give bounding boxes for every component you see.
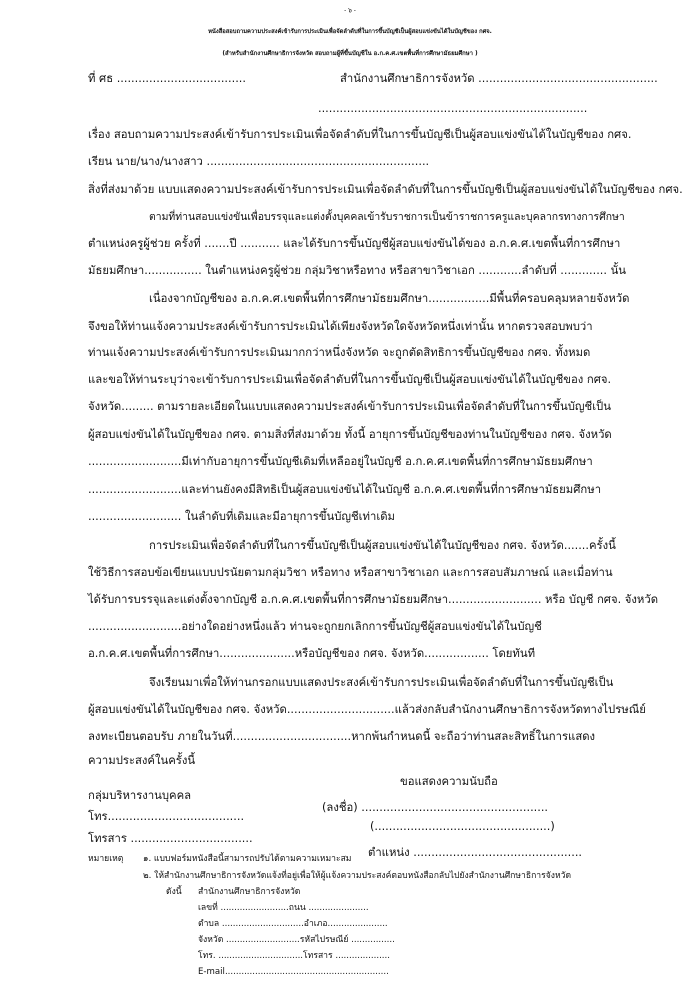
salutation-line: เรียน นาย/นาง/นางสาว ..............................................................: [88, 155, 430, 168]
address-label: ดังนี้: [166, 887, 182, 897]
paragraph-line: ตามที่ท่านสอบแข่งขันเพื่อบรรจุและแต่งตั้งบุคคลเข้ารับราชการเป็นข้าราชการครูและบุคลากรทางการศึกษา: [149, 211, 625, 223]
office-address: สำนักงานศึกษาธิการจังหวัด ..................................................: [340, 72, 658, 85]
closing-regards: ขอแสดงความนับถือ: [400, 775, 498, 788]
paragraph-line: การประเมินเพื่อจัดลำดับที่ในการขึ้นบัญชีเป็นผู้สอบแข่งขันได้ในบัญชีของ กศจ. จังหวัด.......ครั้งนี้: [149, 539, 616, 552]
signer-name: (.................................................): [370, 820, 555, 833]
reference-number: ที่ ศธ ....................................: [88, 72, 246, 85]
paragraph-line: ..........................อย่างใดอย่างหนึ่งแล้ว ท่านจะถูกยกเลิกการขึ้นบัญชีผู้สอบแข่งขันได้ในบัญชี: [88, 620, 542, 633]
enclosure-line: สิ่งที่ส่งมาด้วย แบบแสดงความประสงค์เข้ารับการประเมินเพื่อจัดลำดับที่ในการขึ้นบัญชีเป็นผู้สอบแข่งขันได้ในบัญชีของ กศจ.: [88, 183, 683, 196]
note-1: ๑. แบบฟอร์มหนังสือนี้สามารถปรับได้ตามความเหมาะสม: [143, 854, 352, 864]
paragraph-line: ใช้วิธีการสอบข้อเขียนแบบปรนัยตามกลุ่มวิชา หรือทาง หรือสาขาวิชาเอก และการสอบสัมภาษณ์ และเมื่อท่าน: [88, 566, 613, 579]
paragraph-line: .......................... ในลำดับที่เดิมและมีอายุการขึ้นบัญชีเท่าเดิม: [88, 510, 395, 523]
department-fax: โทรสาร ..................................: [88, 832, 253, 845]
return-address-number: เลขที่ .........................ถนน ......................: [198, 903, 369, 913]
paragraph-line: ความประสงค์ในครั้งนี้: [88, 754, 196, 767]
paragraph-line: อ.ก.ค.ศ.เขตพื้นที่การศึกษา.....................หรือบัญชีของ กศจ. จังหวัด.................. โดยทันที: [88, 647, 536, 660]
notes-label: หมายเหตุ: [88, 854, 124, 864]
paragraph-line: ผู้สอบแข่งขันได้ในบัญชีของ กศจ. จังหวัด..............................แล้วส่งกลับสำนักงานศึกษาธิการจังหวัดทางไปรษณีย์: [88, 703, 646, 716]
paragraph-line: และขอให้ท่านระบุว่าจะเข้ารับการประเมินเพื่อจัดลำดับที่ในการขึ้นบัญชีเป็นผู้สอบแข่งขันได้ในบัญชีของ กศจ.: [88, 373, 612, 386]
paragraph-line: ..........................และท่านยังคงมีสิทธิเป็นผู้สอบแข่งขันได้ในบัญชี อ.ก.ค.ศ.เขตพื้นที่การศึกษามัธยมศึกษา: [88, 483, 602, 496]
return-address-tambon: ตำบล ..............................อำเภอ......................: [198, 919, 388, 929]
paragraph-line: ผู้สอบแข่งขันได้ในบัญชีของ กศจ. ตามสิ่งที่ส่งมาด้วย ทั้งนี้ อายุการขึ้นบัญชีของท่านในบัญชีของ กศจ. จังหวัด: [88, 428, 612, 441]
department-name: กลุ่มบริหารงานบุคคล: [88, 789, 192, 802]
page-number: - ๖ -: [344, 8, 356, 14]
paragraph-line: ตำแหน่งครูผู้ช่วย ครั้งที่ .......ปี ........... และได้รับการขึ้นบัญชีผู้สอบแข่งขันได้ของ อ.ก.ค.ศ.เขตพื้นที่การศึกษา: [88, 237, 621, 250]
document-title: หนังสือสอบถามความประสงค์เข้ารับการประเมินเพื่อจัดลำดับที่ในการขึ้นบัญชีเป็นผู้สอบแข่งขันได้ในบัญชีของ กศจ.: [208, 29, 492, 35]
paragraph-line: ท่านแจ้งความประสงค์เข้ารับการประเมินมากกว่าหนึ่งจังหวัด จะถูกตัดสิทธิการขึ้นบัญชีของ กศจ. ทั้งหมด: [88, 346, 591, 359]
paragraph-line: ได้รับการบรรจุและแต่งตั้งจากบัญชี อ.ก.ค.ศ.เขตพื้นที่การศึกษามัธยมศึกษา.......................... หรือ บัญชี กศจ. จังหวัด: [88, 593, 659, 606]
return-address-province: จังหวัด ...........................รหัสไปรษณีย์ ................: [198, 935, 395, 945]
office-address-line2: ...........................................................................: [318, 102, 588, 115]
return-address-phone: โทร. ...............................โทรสาร ....................: [198, 951, 390, 961]
paragraph-line: มัธยมศึกษา................ ในตำแหน่งครูผู้ช่วย กลุ่มวิชาหรือทาง หรือสาขาวิชาเอก ............ลำดับที่ ............. นั้น: [88, 264, 627, 277]
signer-position: ตำแหน่ง ...............................................: [368, 846, 583, 859]
subject-line: เรื่อง สอบถามความประสงค์เข้ารับการประเมินเพื่อจัดลำดับที่ในการขึ้นบัญชีเป็นผู้สอบแข่งขันได้ในบัญชีของ กศจ.: [88, 128, 632, 141]
department-phone: โทร......................................: [88, 810, 245, 823]
signature-line: (ลงชื่อ) ....................................................: [322, 801, 549, 814]
paragraph-line: ..........................มีเท่ากับอายุการขึ้นบัญชีเดิมที่เหลืออยู่ในบัญชี อ.ก.ค.ศ.เขตพื้นที่การศึกษามัธยมศึกษา: [88, 455, 593, 468]
document-subtitle: (สำหรับสำนักงานศึกษาธิการจังหวัด สอบถามผู้ที่ขึ้นบัญชีใน อ.ก.ค.ศ.เขตพื้นที่การศึกษามัธยมศึกษา ): [222, 51, 478, 57]
return-office: สำนักงานศึกษาธิการจังหวัด: [198, 887, 301, 897]
paragraph-line: จึงเรียนมาเพื่อให้ท่านกรอกแบบแสดงประสงค์เข้ารับการประเมินเพื่อจัดลำดับที่ในการขึ้นบัญชีเป็น: [149, 676, 614, 689]
paragraph-line: จังหวัด......... ตามรายละเอียดในแบบแสดงความประสงค์เข้ารับการประเมินเพื่อจัดลำดับที่ในการขึ้นบัญชีเป็น: [88, 400, 611, 413]
paragraph-line: เนื่องจากบัญชีของ อ.ก.ค.ศ.เขตพื้นที่การศึกษามัธยมศึกษา.................มีพื้นที่ครอบคลุมหลายจังหวัด: [149, 292, 630, 305]
note-2: ๒. ให้สำนักงานศึกษาธิการจังหวัดแจ้งที่อยู่เพื่อให้ผู้แจ้งความประสงค์ตอบหนังสือกลับไปยังสำนักงานศึกษาธิการจังหวัด: [143, 871, 572, 881]
paragraph-line: ลงทะเบียนตอบรับ ภายในวันที่.................................หากพ้นกำหนดนี้ จะถือว่าท่านสละสิทธิ์ในการแสดง: [88, 730, 596, 743]
return-address-email: E-mail............................................................: [198, 967, 389, 977]
paragraph-line: จึงขอให้ท่านแจ้งความประสงค์เข้ารับการประเมินได้เพียงจังหวัดใดจังหวัดหนึ่งเท่านั้น หากตรวจสอบพบว่า: [88, 320, 593, 333]
